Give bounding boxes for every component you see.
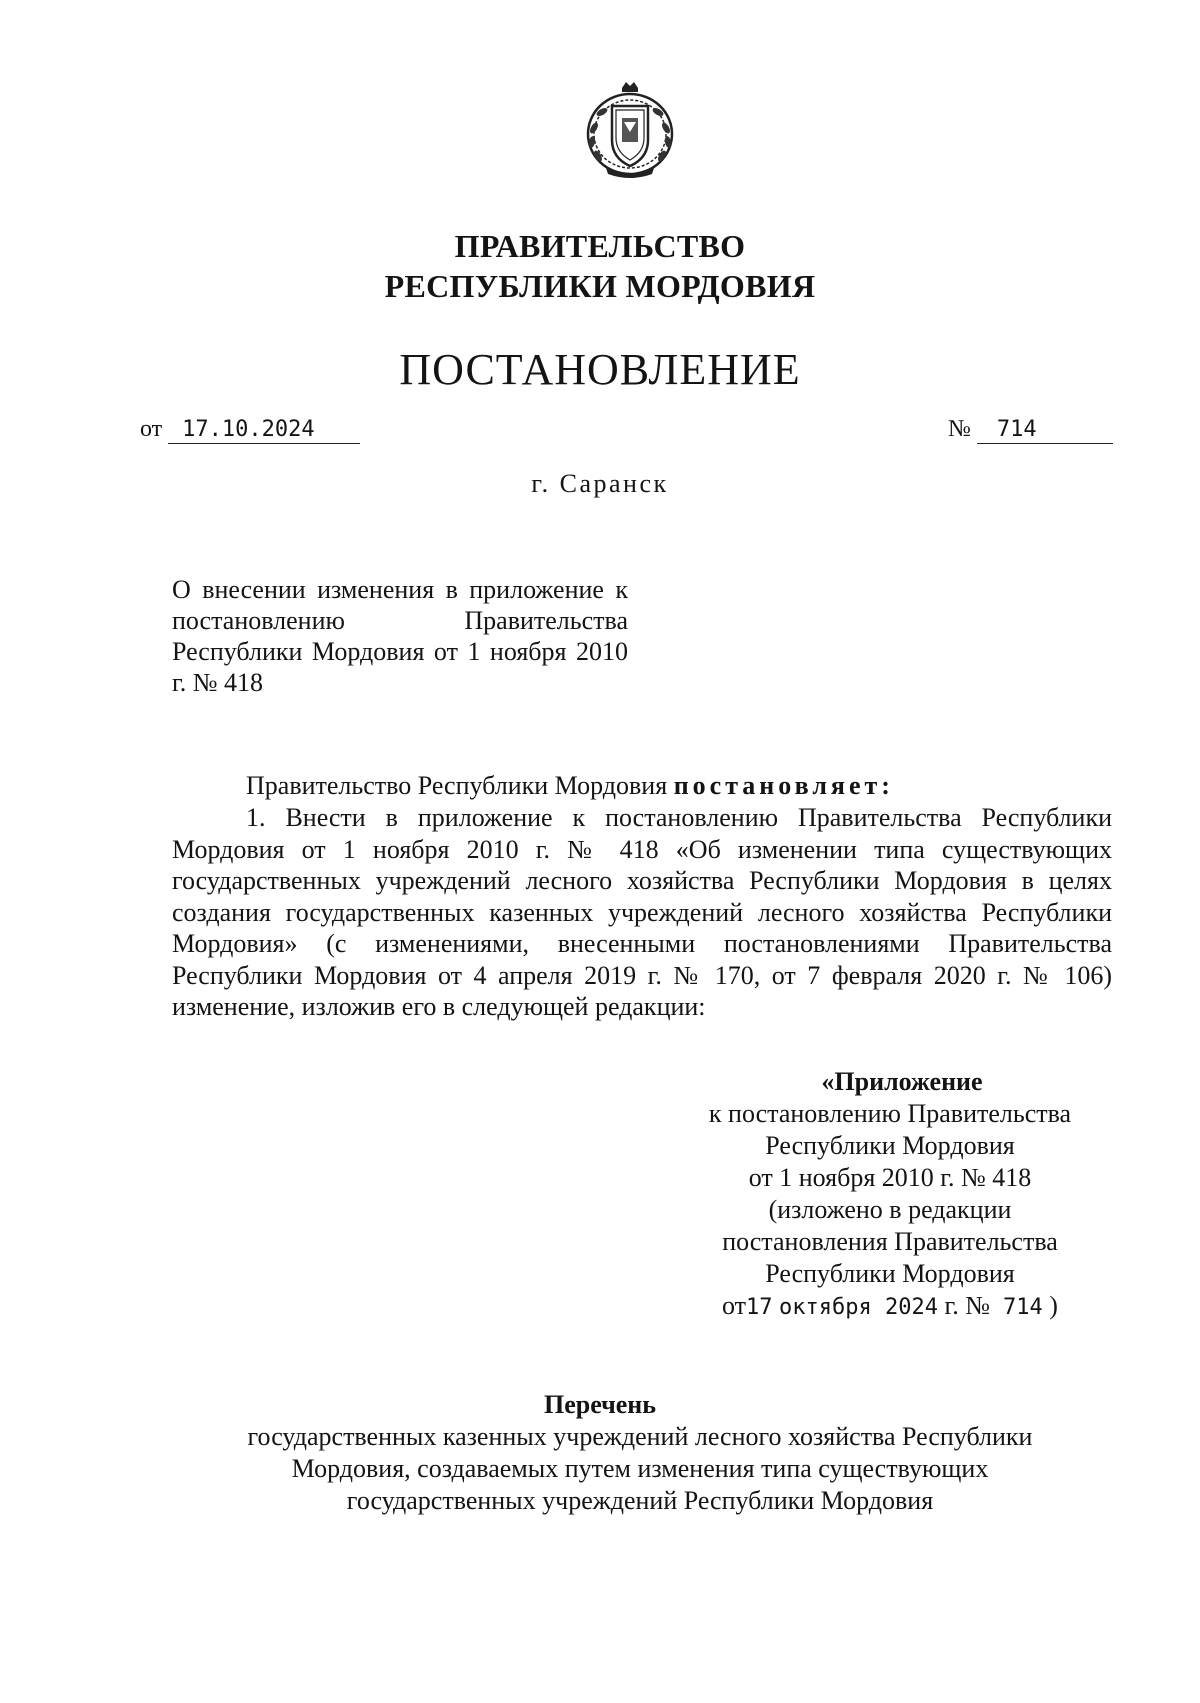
appendix-date-suffix: г. № [944,1291,991,1320]
appendix-date-month-year: октября 2024 [779,1295,938,1320]
document-number [948,414,1113,444]
intro-paragraph [172,770,1112,802]
appendix-date-line [680,1290,1100,1324]
government-name-line1: ПРАВИТЕЛЬСТВО [454,228,746,264]
document-subject: О внесении изменения в приложение к постановлению Правительства Республики Мордовия от 1 ноября 2010 г. № 418 [172,575,628,697]
appendix-date-day: 17 [746,1295,773,1320]
document-date [140,414,360,444]
number-prefix: № [948,416,971,442]
document-type: ПОСТАНОВЛЕНИЕ [399,345,801,394]
appendix-line: (изложено в редакции [768,1195,1012,1224]
appendix-line: Республики Мордовия [765,1131,1015,1160]
date-value: 17.10.2024 [168,417,360,444]
intro-text: Правительство Республики Мордовия [246,771,668,800]
list-description: государственных казенных учреждений лесного хозяйства Республики Мордовия, создаваемых путем изменения типа существующих государственных учреждений Республики Мордовия [247,1422,1033,1515]
intro-verb: постановляет: [673,771,894,800]
appendix-block [680,1066,1100,1324]
list-heading: Перечень [543,1390,657,1419]
appendix-number: 714 [1003,1295,1043,1320]
appendix-line: к постановлению Правительства [708,1099,1072,1128]
number-value: 714 [977,417,1113,444]
date-prefix: от [140,416,163,442]
appendix-line: постановления Правительства [722,1227,1058,1256]
appendix-date-prefix: от [722,1291,747,1320]
city: г. Саранск [531,469,669,498]
appendix-line: от 1 ноября 2010 г. № 418 [748,1163,1032,1192]
appendix-close: ) [1049,1291,1058,1320]
clause-1: 1. Внести в приложение к постановлению Правительства Республики Мордовия от 1 ноября 2010 г. № 418 «Об изменении типа существующих государственных учреждений лесного хозяйства Республики Мордовия в целях создания государственных казенных учреждений лесного хозяйства Республики Мордовия» (с изменениями, внесенными постановлениями Правительства Республики Мордовия от 4 апреля 2019 г. № 170, от 7 февраля 2020 г. № 106) изменение, изложив его в следующей редакции: [172,803,1112,1021]
mordovia-coat-of-arms-icon [578,78,682,182]
government-name-line2: РЕСПУБЛИКИ МОРДОВИЯ [384,268,816,304]
appendix-line: Республики Мордовия [765,1259,1015,1288]
appendix-title: «Приложение [821,1067,983,1096]
